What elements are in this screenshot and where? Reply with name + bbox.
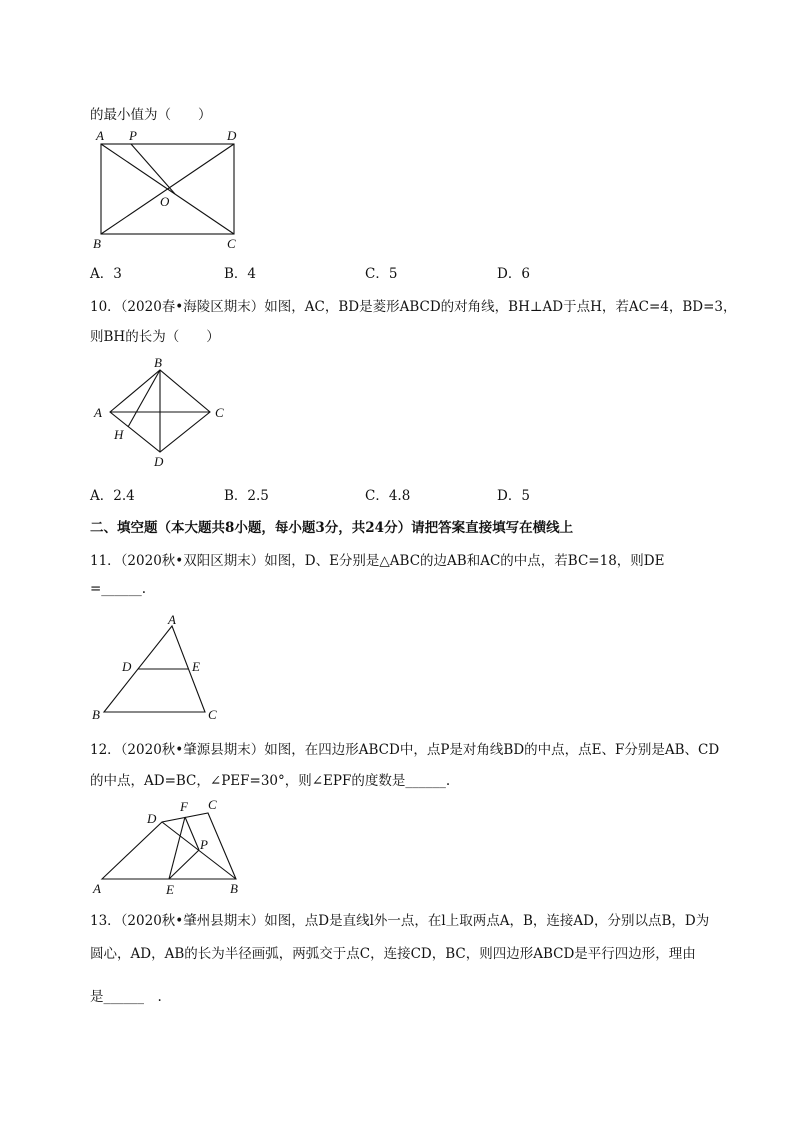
- q10-figure: [90, 356, 240, 472]
- q9-label-o: O: [160, 194, 170, 209]
- q12-label-f: F: [180, 799, 188, 814]
- q10-label-h: H: [114, 427, 124, 442]
- q10-label-a: A: [94, 405, 102, 420]
- q10-stem-line2: 则BH的长为（ ）: [90, 329, 220, 345]
- q12-quadrilateral: [102, 813, 236, 879]
- q9-option-b[interactable]: B．4: [224, 266, 257, 282]
- q12-label-e: E: [166, 882, 174, 897]
- q11-figure: [90, 612, 230, 724]
- section2-heading: 二、填空题（本大题共8小题，每小题3分，共24分）请把答案直接填写在横线上: [90, 520, 574, 536]
- q9-option-a[interactable]: A．3: [90, 266, 122, 282]
- q12-stem-line2: 的中点，AD=BC，∠PEF=30°，则∠EPF的度数是______.: [90, 773, 451, 789]
- q10-segment-bh: [128, 370, 160, 427]
- q9-stem-tail: 的最小值为（ ）: [90, 107, 212, 123]
- q11-stem-line1: 11．（2020秋•双阳区期末）如图，D、E分别是△ABC的边AB和AC的中点，若BC=18，则DE: [90, 553, 665, 569]
- q11-stem-line2: =______.: [90, 581, 147, 597]
- q10-stem-line1: 10．（2020春•海陵区期末）如图，AC，BD是菱形ABCD的对角线，BH⊥AD于点H，若AC=4，BD=3，: [90, 299, 737, 315]
- q9-option-d[interactable]: D．6: [497, 266, 530, 282]
- q9-label-b: B: [93, 236, 101, 251]
- q12-stem-line1: 12．（2020秋•肇源县期末）如图，在四边形ABCD中，点P是对角线BD的中点，点E、F分别是AB、CD: [90, 742, 720, 758]
- q10-option-c[interactable]: C．4.8: [365, 488, 411, 504]
- q9-option-c[interactable]: C．5: [365, 266, 398, 282]
- q12-segment-ef: [169, 817, 185, 879]
- q12-label-d: D: [147, 811, 157, 826]
- q9-figure: [90, 126, 250, 252]
- q11-label-c: C: [208, 707, 217, 722]
- q11-label-a: A: [168, 612, 176, 627]
- q12-figure: [90, 795, 250, 897]
- q13-stem-line3: 是______ .: [90, 989, 162, 1005]
- q10-label-c: C: [215, 405, 224, 420]
- q9-label-a: A: [96, 128, 104, 143]
- q13-stem-line1: 13．（2020秋•肇州县期末）如图，点D是直线l外一点，在l上取两点A，B，连接AD，分别以点B，D为: [90, 913, 710, 929]
- q12-segment-ep: [169, 850, 199, 879]
- q12-label-c: C: [208, 797, 217, 812]
- q9-label-p: P: [129, 128, 137, 143]
- q9-label-c: C: [227, 236, 236, 251]
- q13-stem-line2: 圆心，AD，AB的长为半径画弧，两弧交于点C，连接CD，BC，则四边形ABCD是平行四边形，理由: [90, 946, 696, 962]
- q11-label-e: E: [192, 659, 200, 674]
- q12-label-a: A: [93, 881, 101, 896]
- q12-label-b: B: [230, 881, 238, 896]
- q10-option-b[interactable]: B．2.5: [224, 488, 269, 504]
- q10-option-a[interactable]: A．2.4: [90, 488, 135, 504]
- q10-option-d[interactable]: D．5: [497, 488, 530, 504]
- q12-label-p: P: [200, 837, 208, 852]
- q11-label-d: D: [122, 659, 132, 674]
- q11-label-b: B: [92, 707, 100, 722]
- q10-label-b: B: [154, 355, 162, 370]
- q10-label-d: D: [154, 454, 164, 469]
- q9-label-d: D: [227, 128, 237, 143]
